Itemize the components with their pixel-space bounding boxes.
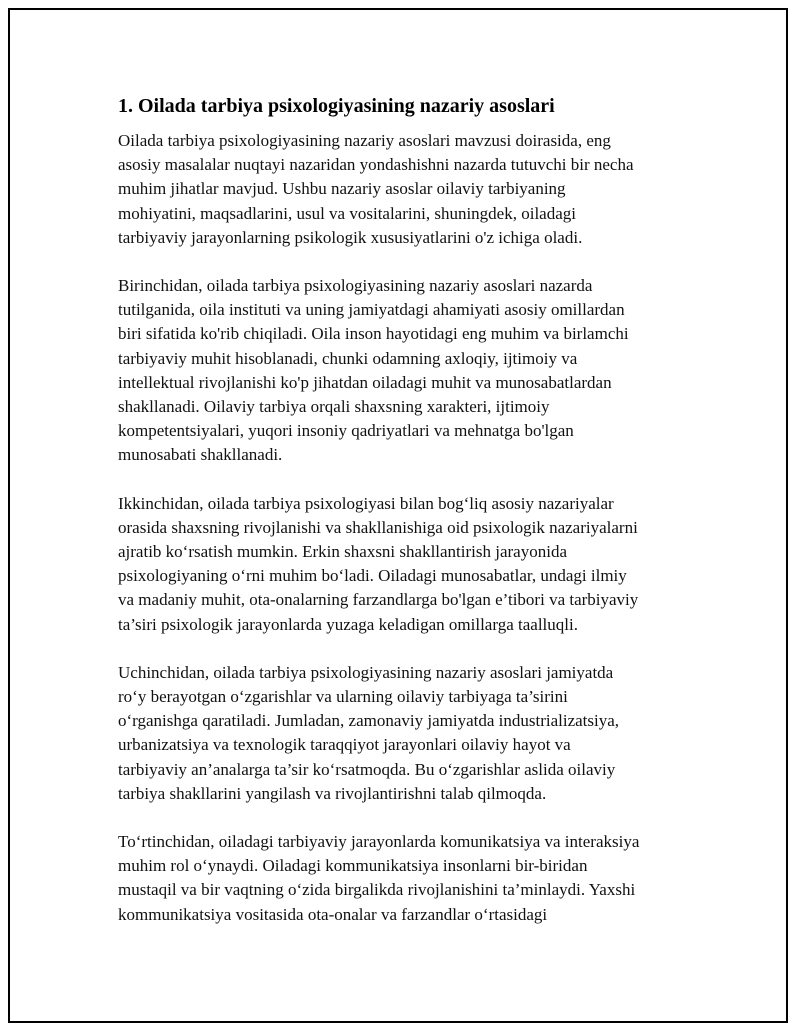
text-line: psixologiyaning o‘rni muhim bo‘ladi. Oiladagi munosabatlar, undagi ilmiy [118, 566, 627, 586]
text-line: urbanizatsiya va texnologik taraqqiyot jarayonlari oilaviy hayot va [118, 735, 571, 755]
text-line: orasida shaxsning rivojlanishi va shakllanishiga oid psixologik nazariyalarni [118, 517, 638, 537]
paragraph-intro [118, 129, 708, 250]
text-line: shakllanadi. Oilaviy tarbiya orqali shaxsning xarakteri, ijtimoiy [118, 397, 550, 417]
text-line: ro‘y berayotgan o‘zgarishlar va ularning oilaviy tarbiyaga ta’sirini [118, 687, 568, 707]
text-line: munosabati shakllanadi. [118, 445, 283, 465]
text-line: o‘rganishga qaratiladi. Jumladan, zamonaviy jamiyatda industrializatsiya, [118, 711, 620, 731]
paragraph-fourth [118, 830, 708, 927]
text-line: kommunikatsiya vositasida ota-onalar va farzandlar o‘rtasidagi [118, 904, 548, 924]
text-line: tutilganida, oila instituti va uning jamiyatdagi ahamiyati asosiy omillardan [118, 300, 625, 320]
text-line: asosiy masalalar nuqtayi nazaridan yondashishni nazarda tutuvchi bir necha [118, 155, 634, 175]
text-line: mustaqil va bir vaqtning o‘zida birgalikda rivojlanishini ta’minlaydi. Yaxshi [118, 880, 636, 900]
text-line: tarbiya shakllarini yangilash va rivojlantirishni talab qilmoqda. [118, 783, 547, 803]
text-line: muhim rol o‘ynaydi. Oiladagi kommunikatsiya insonlarni bir-biridan [118, 856, 588, 876]
document-body [118, 93, 708, 951]
text-line: biri sifatida ko'rib chiqiladi. Oila inson hayotidagi eng muhim va birlamchi [118, 324, 629, 344]
text-line: tarbiyaviy jarayonlarning psikologik xususiyatlarini o'z ichiga oladi. [118, 227, 583, 247]
text-line: intellektual rivojlanishi ko'p jihatdan oiladagi muhit va munosabatlardan [118, 372, 612, 392]
text-line: Uchinchidan, oilada tarbiya psixologiyasining nazariy asoslari jamiyatda [118, 662, 614, 682]
text-line: Ikkinchidan, oilada tarbiya psixologiyasi bilan bog‘liq asosiy nazariyalar [118, 493, 614, 513]
text-line: va madaniy muhit, ota-onalarning farzandlarga bo'lgan e’tibori va tarbiyaviy [118, 590, 639, 610]
text-line: kompetentsiyalari, yuqori insoniy qadriyatlari va mehnatga bo'lgan [118, 421, 574, 441]
text-line: mohiyatini, maqsadlarini, usul va vositalarini, shuningdek, oiladagi [118, 203, 576, 223]
paragraph-second [118, 492, 708, 637]
text-line: To‘rtinchidan, oiladagi tarbiyaviy jarayonlarda komunikatsiya va interaksiya [118, 832, 640, 852]
text-line: ajratib ko‘rsatish mumkin. Erkin shaxsni shakllantirish jarayonida [118, 542, 567, 562]
paragraph-third [118, 661, 708, 806]
section-heading: 1. Oilada tarbiya psixologiyasining nazariy asoslari [118, 95, 555, 117]
text-line: Oilada tarbiya psixologiyasining nazariy asoslari mavzusi doirasida, eng [118, 131, 611, 150]
text-line: muhim jihatlar mavjud. Ushbu nazariy asoslar oilaviy tarbiyaning [118, 179, 566, 199]
text-line: ta’siri psixologik jarayonlarda yuzaga keladigan omillarga taalluqli. [118, 614, 578, 634]
paragraph-first [118, 274, 708, 468]
text-line: tarbiyaviy an’analarga ta’sir ko‘rsatmoqda. Bu o‘zgarishlar aslida oilaviy [118, 759, 616, 779]
text-line: tarbiyaviy muhit hisoblanadi, chunki odamning axloqiy, ijtimoiy va [118, 348, 578, 368]
text-line: Birinchidan, oilada tarbiya psixologiyasining nazariy asoslari nazarda [118, 276, 593, 296]
